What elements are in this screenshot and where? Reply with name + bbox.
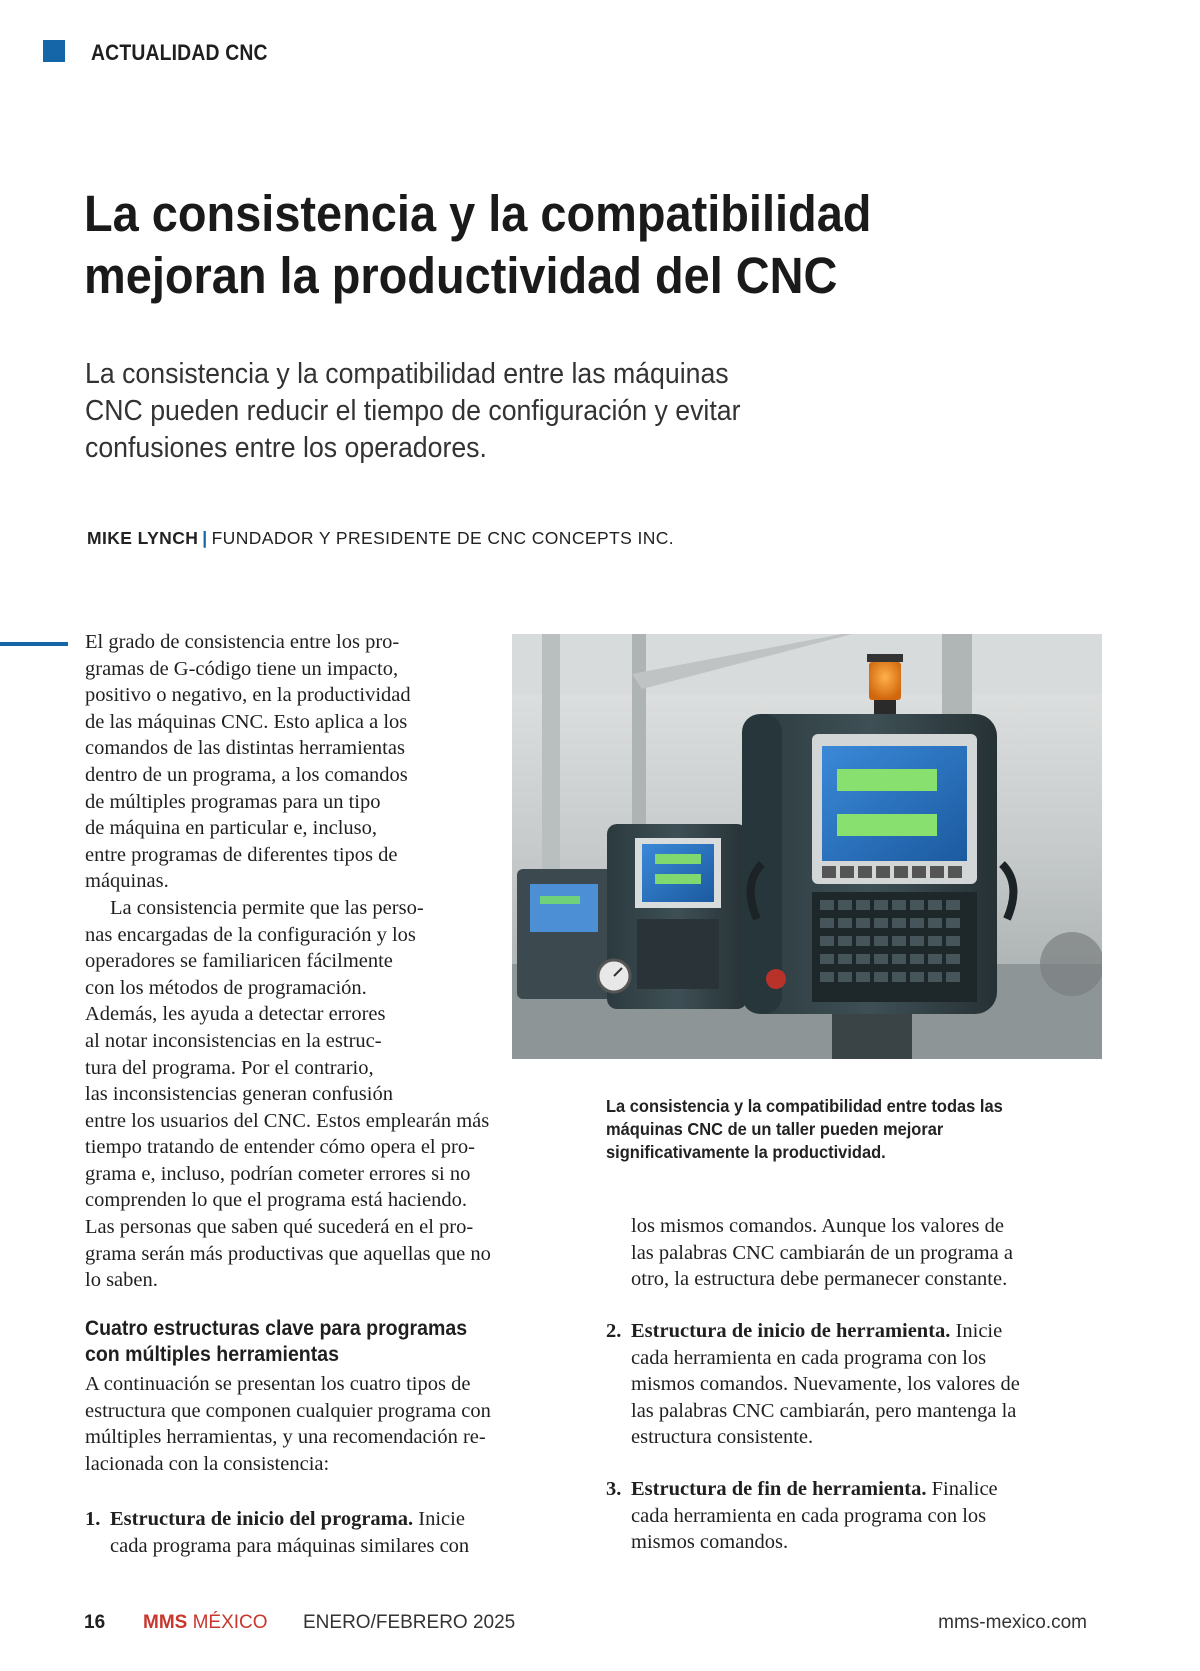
body-line: A continuación se presentan los cuatro tipos de — [85, 1373, 471, 1395]
body-line: las palabras CNC cambiarán de un programa a — [631, 1241, 1013, 1264]
list-number: 2. — [606, 1320, 622, 1342]
brand-mms: MMS — [143, 1612, 188, 1633]
body-line: La consistencia permite que las perso- — [110, 896, 424, 919]
list-line: estructura consistente. — [631, 1426, 814, 1449]
list-line: cada herramienta en cada programa con los — [631, 1504, 987, 1527]
body-line: múltiples herramientas, y una recomendación re- — [85, 1426, 486, 1449]
caption-line: máquinas CNC de un taller pueden mejorar — [606, 1119, 944, 1139]
body-line: operadores se familiaricen fácilmente — [85, 950, 393, 973]
list-item — [606, 1318, 1020, 1451]
body-line: máquinas. — [85, 870, 169, 893]
section-label: ACTUALIDAD CNC — [91, 40, 268, 65]
subtitle-line: La consistencia y la compatibilidad entre las máquinas — [85, 358, 729, 390]
body-line: dentro de un programa, a los comandos — [85, 763, 408, 786]
article-photo — [512, 634, 1102, 1059]
caption-line: La consistencia y la compatibilidad entre todas las — [606, 1096, 1003, 1116]
body-line: estructura que componen cualquier programa con — [85, 1399, 491, 1422]
body-line: de máquina en particular e, incluso, — [85, 817, 378, 840]
byline-author: MIKE LYNCH — [87, 528, 199, 548]
title-line: La consistencia y la compatibilidad — [84, 185, 872, 242]
section-subheading — [85, 1316, 550, 1368]
body-line: de múltiples programas para un tipo — [85, 790, 381, 813]
body-line: positivo o negativo, en la productividad — [85, 684, 411, 707]
body-line: entre los usuarios del CNC. Estos emplearán más — [85, 1109, 490, 1132]
issue-date: ENERO/FEBRERO 2025 — [303, 1612, 516, 1633]
body-line: tiempo tratando de entender cómo opera el pro- — [85, 1136, 475, 1159]
list-item — [85, 1506, 469, 1559]
body-line: Las personas que saben qué sucederá en el pro- — [85, 1216, 474, 1239]
intro-paragraph — [85, 1371, 491, 1477]
body-line: con los métodos de programación. — [85, 976, 367, 999]
body-line: entre programas de diferentes tipos de — [85, 843, 398, 866]
title-line: mejoran la productividad del CNC — [84, 247, 838, 304]
caption-line: significativamente la productividad. — [606, 1142, 886, 1162]
list-text: Finalice — [926, 1478, 998, 1500]
article-title — [84, 183, 1004, 307]
body-line: Además, les ayuda a detectar errores — [85, 1003, 386, 1026]
list-text: Inicie — [413, 1508, 465, 1530]
body-line: tura del programa. Por el contrario, — [85, 1056, 374, 1079]
brand-mexico: MÉXICO — [192, 1612, 268, 1633]
list-line: mismos comandos. Nuevamente, los valores de — [631, 1373, 1020, 1396]
lead-rule — [0, 642, 68, 646]
list-line: cada programa para máquinas similares con — [110, 1534, 470, 1557]
body-line: de las máquinas CNC. Esto aplica a los — [85, 710, 408, 733]
body-line: comprenden lo que el programa está haciendo. — [85, 1189, 467, 1212]
subheading-line: con múltiples herramientas — [85, 1343, 339, 1366]
list-lead: Estructura de inicio del programa. — [110, 1508, 414, 1530]
byline-separator: | — [202, 528, 208, 548]
list-number: 1. — [85, 1508, 101, 1530]
body-line: los mismos comandos. Aunque los valores de — [631, 1215, 1004, 1237]
page-number: 16 — [84, 1612, 106, 1633]
body-line: comandos de las distintas herramientas — [85, 737, 405, 760]
list-line: mismos comandos. — [631, 1531, 789, 1554]
byline-role: FUNDADOR Y PRESIDENTE DE CNC CONCEPTS INC. — [211, 528, 675, 548]
website-link[interactable]: mms-mexico.com — [938, 1612, 1087, 1633]
body-line: grama serán más productivas que aquellas que no — [85, 1242, 491, 1265]
list-text: Inicie — [950, 1320, 1003, 1342]
section-marker — [43, 40, 65, 62]
body-column-1 — [85, 629, 491, 1294]
body-line: otro, la estructura debe permanecer constante. — [631, 1268, 1008, 1291]
publication-brand — [143, 1612, 268, 1634]
body-line: lacionada con la consistencia: — [85, 1452, 330, 1475]
body-line: El grado de consistencia entre los pro- — [85, 631, 400, 653]
body-line: gramas de G-código tiene un impacto, — [85, 657, 399, 680]
subtitle-line: CNC pueden reducir el tiempo de configuración y evitar — [85, 395, 741, 427]
list-item — [606, 1476, 998, 1556]
subtitle-line: confusiones entre los operadores. — [85, 432, 487, 464]
list-line: las palabras CNC cambiarán, pero mantenga la — [631, 1399, 1017, 1422]
cnc-control-panels-illustration — [512, 634, 1102, 1059]
body-line: al notar inconsistencias en la estruc- — [85, 1029, 382, 1052]
byline — [87, 528, 674, 549]
body-column-2 — [631, 1213, 1013, 1293]
list-number: 3. — [606, 1478, 622, 1500]
body-line: las inconsistencias generan confusión — [85, 1083, 393, 1106]
photo-caption — [606, 1095, 1038, 1164]
subheading-line: Cuatro estructuras clave para programas — [85, 1317, 468, 1340]
body-line: nas encargadas de la configuración y los — [85, 923, 416, 946]
list-lead: Estructura de fin de herramienta. — [631, 1478, 927, 1500]
body-line: grama e, incluso, podrían cometer errores si no — [85, 1162, 471, 1185]
list-line: cada herramienta en cada programa con los — [631, 1346, 987, 1369]
article-subtitle — [85, 356, 803, 467]
list-lead: Estructura de inicio de herramienta. — [631, 1320, 951, 1342]
body-line: lo saben. — [85, 1269, 158, 1292]
